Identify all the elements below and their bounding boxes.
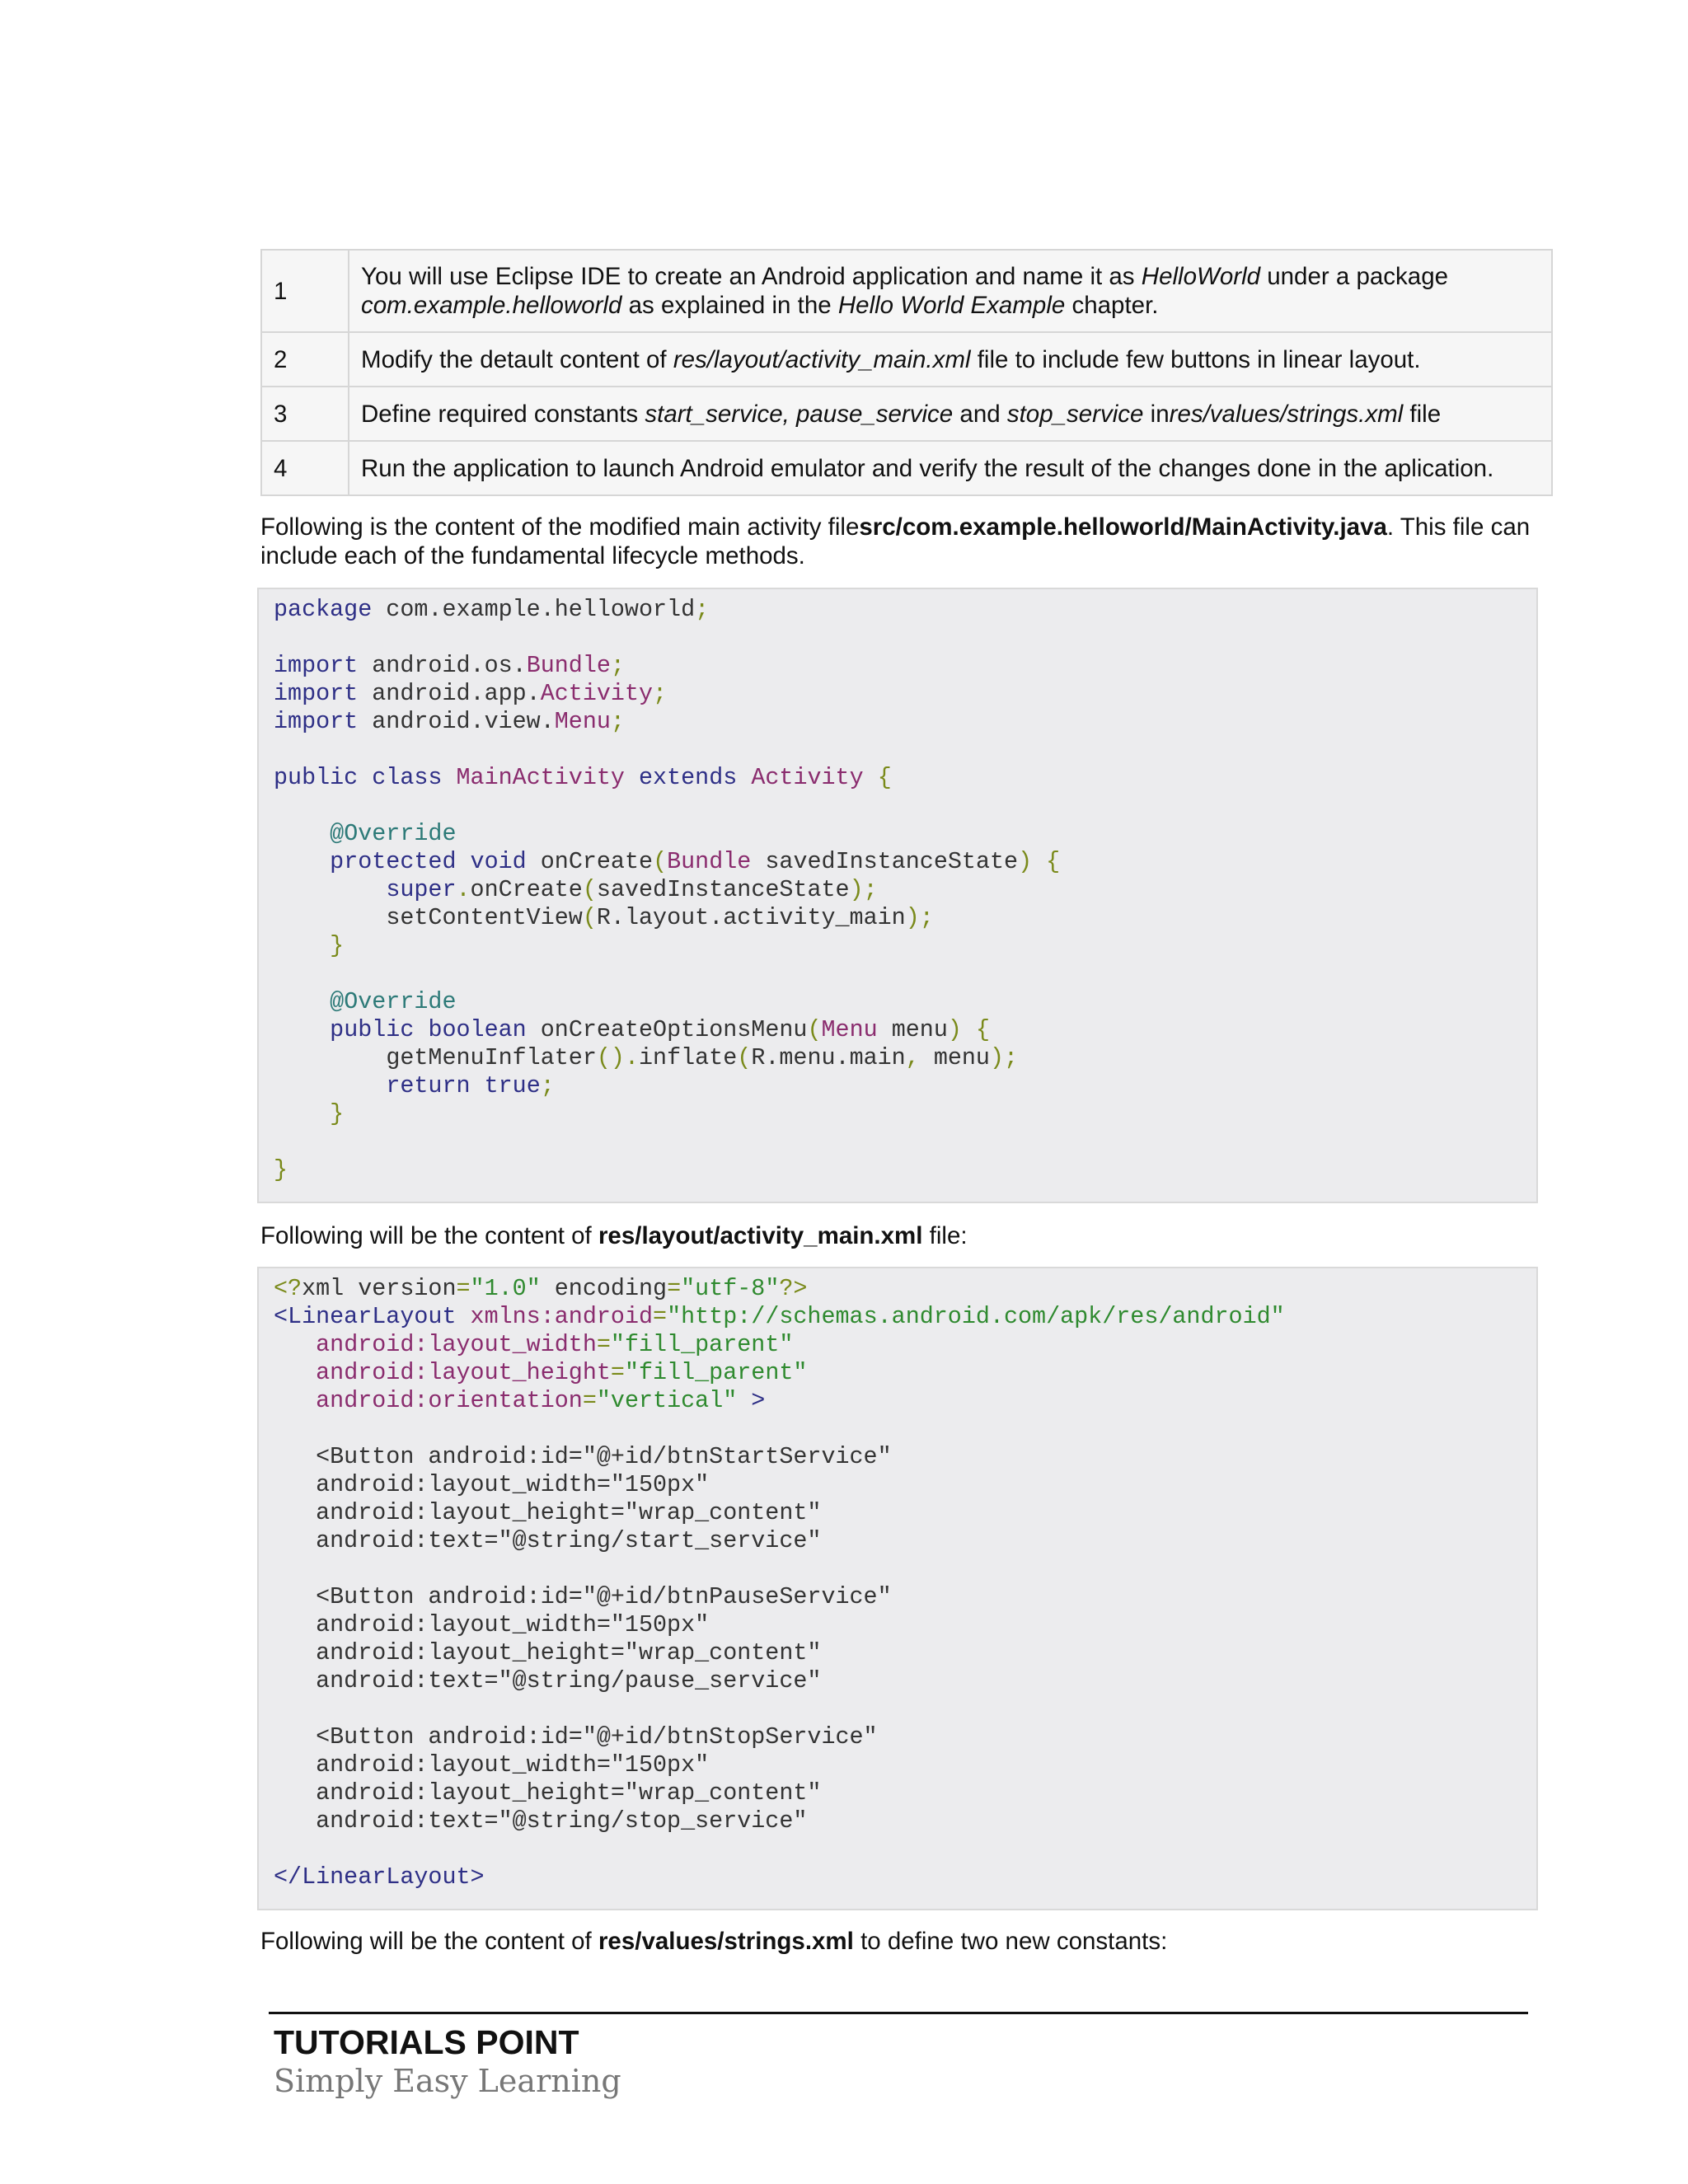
- step-number: 3: [261, 387, 349, 441]
- intro-paragraph-java: Following is the content of the modified main activity filesrc/com.example.helloworld/MainActivity.java. This file can include each of the fundamental lifecycle methods.: [260, 513, 1531, 569]
- step-text: You will use Eclipse IDE to create an Android application and name it as HelloWorld under a package com.example.helloworld as explained in the Hello World Example chapter.: [349, 250, 1552, 332]
- step-number: 1: [261, 250, 349, 332]
- step-text: Define required constants start_service, pause_service and stop_service inres/values/strings.xml file: [349, 387, 1552, 441]
- footer-tagline: Simply Easy Learning: [274, 2063, 621, 2099]
- intro-paragraph-layout: Following will be the content of res/layout/activity_main.xml file:: [260, 1222, 968, 1249]
- step-row-1: [261, 250, 1552, 332]
- step-row-4: [261, 441, 1552, 495]
- step-text: Run the application to launch Android emulator and verify the result of the changes done in the aplication.: [349, 441, 1552, 495]
- step-number: 2: [261, 332, 349, 387]
- intro-paragraph-strings: Following will be the content of res/values/strings.xml to define two new constants:: [260, 1928, 1168, 1955]
- java-code-block: package com.example.helloworld; import android.os.Bundle; import android.app.Activity; import android.view.Menu; public class MainActivity extends Activity { @Override protected void onCreate(Bundle savedInstanceState) { super.onCreate(savedInstanceState); setContentView(R.layout.activity_main); } @Override public boolean onCreateOptionsMenu(Menu menu) { getMenuInflater().inflate(R.menu.main, menu); return true; } }: [257, 588, 1538, 1203]
- steps-table: [260, 249, 1553, 496]
- step-row-3: [261, 387, 1552, 441]
- xml-code-block: <?xml version="1.0" encoding="utf-8"?> <LinearLayout xmlns:android="http://schemas.android.com/apk/res/android" android:layout_width="fill_parent" android:layout_height="fill_parent" android:orientation="vertical" > <Button android:id="@+id/btnStartService" android:layout_width="150px" android:layout_height="wrap_content" android:text="@string/start_service" <Button android:id="@+id/btnPauseService" android:layout_width="150px" android:layout_height="wrap_content" android:text="@string/pause_service" <Button android:id="@+id/btnStopService" android:layout_width="150px" android:layout_height="wrap_content" android:text="@string/stop_service" </LinearLayout>: [257, 1267, 1538, 1910]
- step-row-2: [261, 332, 1552, 387]
- footer-divider: [269, 2012, 1528, 2014]
- step-text: Modify the detault content of res/layout/activity_main.xml file to include few buttons in linear layout.: [349, 332, 1552, 387]
- step-number: 4: [261, 441, 349, 495]
- footer-brand-title: TUTORIALS POINT: [274, 2023, 579, 2061]
